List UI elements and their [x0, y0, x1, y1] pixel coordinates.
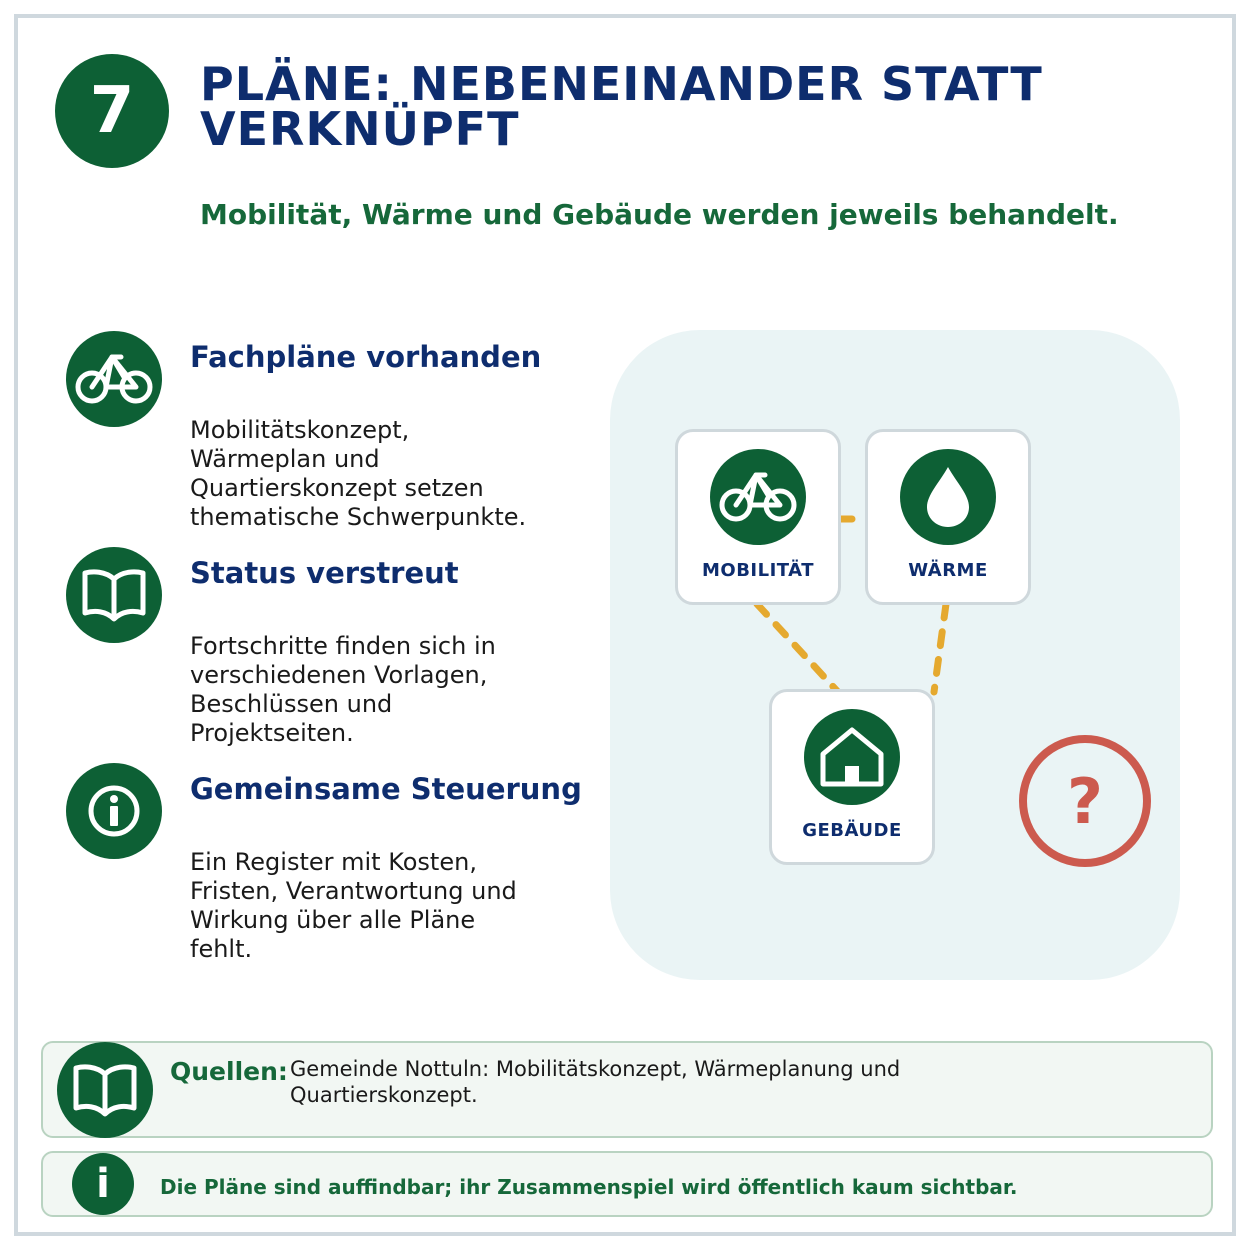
finding-text-steuerung: Ein Register mit Kosten, Fristen, Verantwortung und Wirkung über alle Pläne fehlt. [190, 848, 517, 963]
edge-waerme-gebaeude [934, 604, 946, 692]
node-waerme [865, 429, 1031, 605]
node-mobilitaet [675, 429, 841, 605]
page-subtitle: Mobilität, Wärme und Gebäude werden jeweils behandelt. [200, 198, 1119, 231]
info-icon: i [72, 1153, 134, 1215]
node-gebaeude [769, 689, 935, 865]
drop-icon [900, 449, 996, 545]
node-label: WÄRME [908, 560, 988, 581]
question-mark-icon: ? [1019, 735, 1151, 867]
house-icon [804, 709, 900, 805]
node-label: GEBÄUDE [802, 820, 902, 841]
bicycle-icon [710, 449, 806, 545]
finding-heading-steuerung: Gemeinsame Steuerung [190, 772, 582, 806]
section-number-badge: 7 [55, 54, 169, 168]
book-icon [57, 1042, 153, 1138]
finding-text-fachplaene: Mobilitätskonzept, Wärmeplan und Quartierskonzept setzen thematische Schwerpunkte. [190, 416, 527, 531]
finding-heading-status: Status verstreut [190, 556, 459, 590]
page-title: PLÄNE: NEBENEINANDER STATT VERKNÜPFT [200, 57, 1043, 156]
node-label: MOBILITÄT [702, 560, 814, 581]
note-text: Die Pläne sind auffindbar; ihr Zusammenspiel wird öffentlich kaum sichtbar. [160, 1175, 1018, 1199]
finding-text-status: Fortschritte finden sich in verschiedenen Vorlagen, Beschlüssen und Projektseiten. [190, 632, 496, 747]
sources-label: Quellen: [170, 1057, 288, 1086]
finding-heading-fachplaene: Fachpläne vorhanden [190, 340, 542, 374]
edge-mobilitaet-gebaeude [757, 604, 838, 692]
sources-text: Gemeinde Nottuln: Mobilitätskonzept, Wärmeplanung und Quartierskonzept. [290, 1057, 901, 1107]
